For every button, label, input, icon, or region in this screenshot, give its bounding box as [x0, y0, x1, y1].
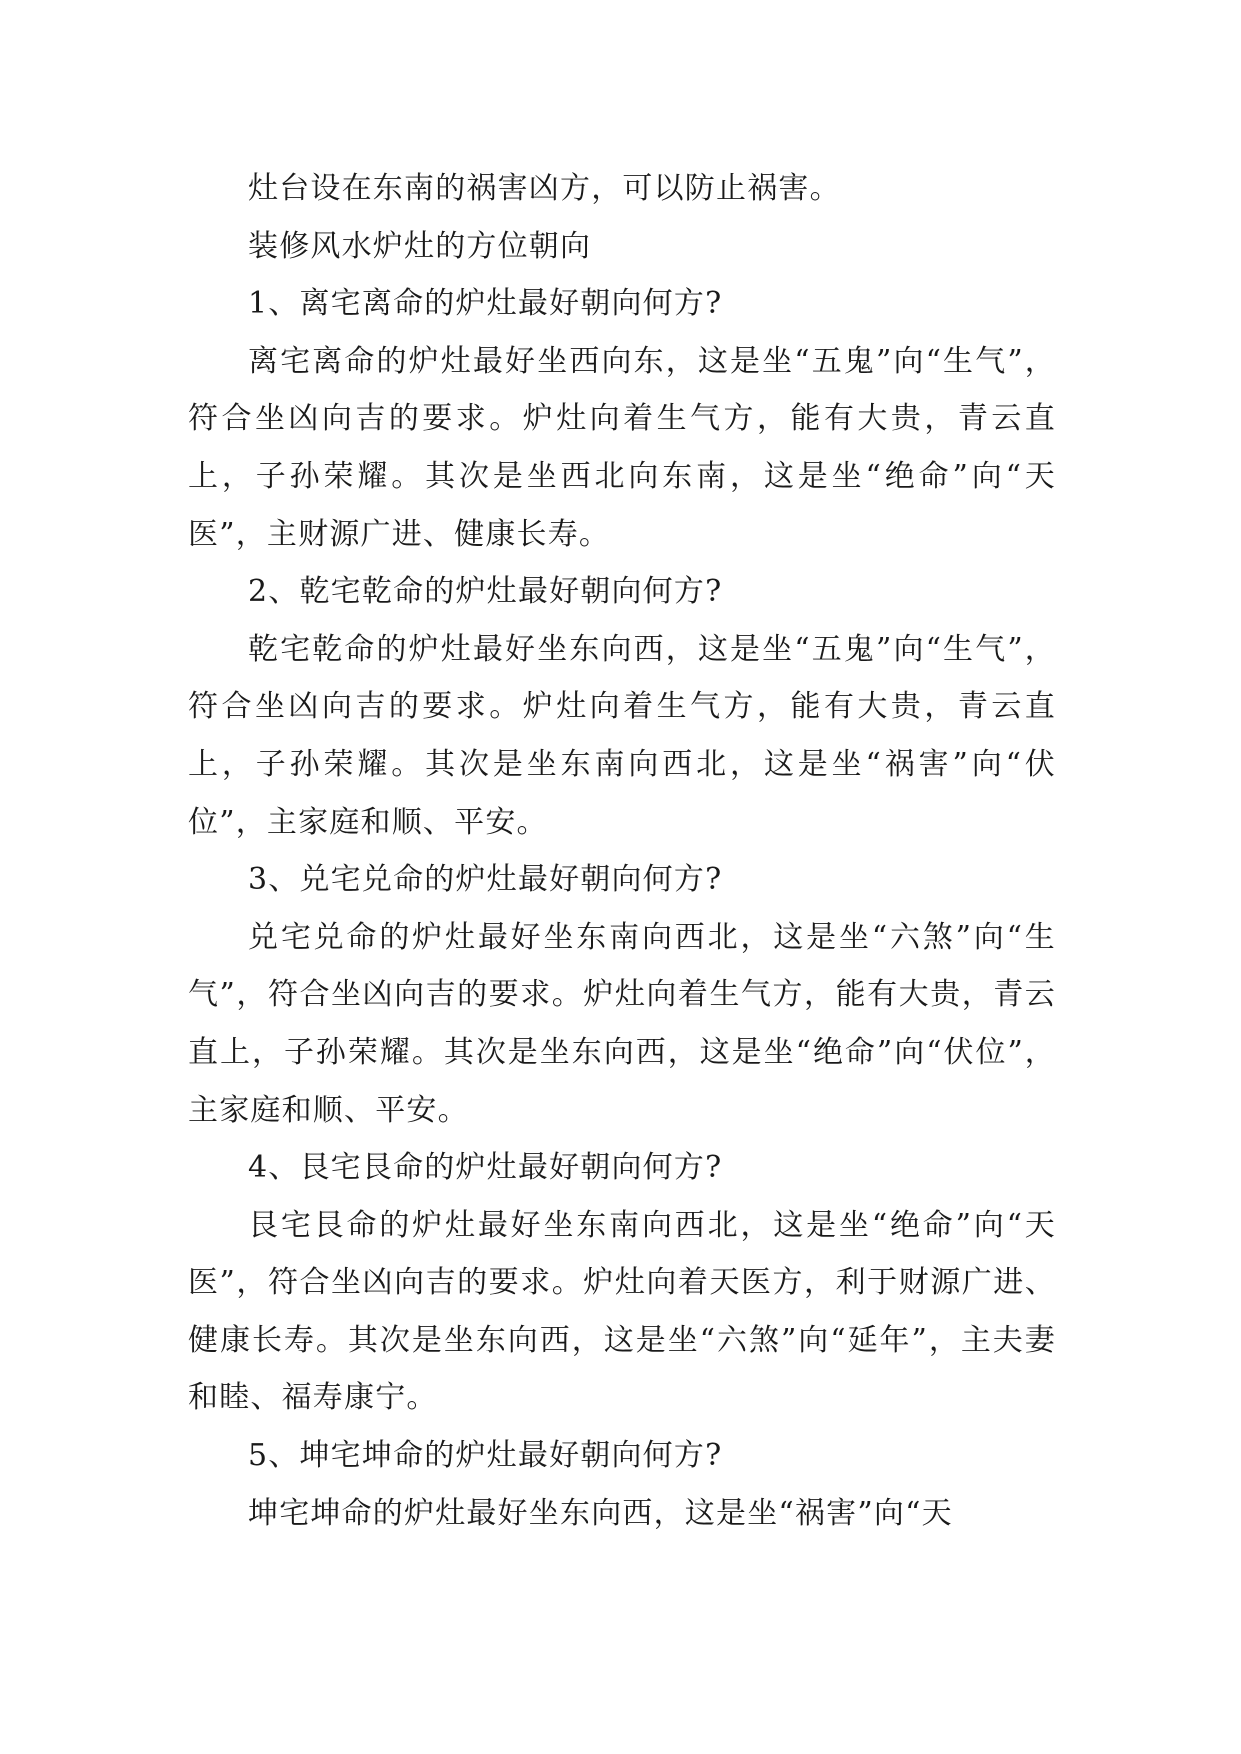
answer-li-house: 离宅离命的炉灶最好坐西向东，这是坐“五鬼”向“生气”，符合坐凶向吉的要求。炉灶向着生气方，能有大贵，青云直上，子孙荣耀。其次是坐西北向东南，这是坐“绝命”向“天医”，主财源广进、健康长寿。 [188, 343, 1056, 552]
section-heading-stove-orientation: 装修风水炉灶的方位朝向 [248, 228, 592, 264]
answer-kun-house: 坤宅坤命的炉灶最好坐东向西，这是坐“祸害”向“天 [248, 1495, 953, 1531]
paragraph-stove-southeast: 灶台设在东南的祸害凶方，可以防止祸害。 [248, 171, 841, 206]
answer-qian-house: 乾宅乾命的炉灶最好坐东向西，这是坐“五鬼”向“生气”，符合坐凶向吉的要求。炉灶向着生气方，能有大贵，青云直上，子孙荣耀。其次是坐东南向西北，这是坐“祸害”向“伏位”，主家庭和顺、平安。 [188, 631, 1056, 840]
answer-gen-house: 艮宅艮命的炉灶最好坐东南向西北，这是坐“绝命”向“天医”，符合坐凶向吉的要求。炉灶向着天医方，利于财源广进、健康长寿。其次是坐东向西，这是坐“六煞”向“延年”，主夫妻和睦、福寿康宁。 [188, 1207, 1056, 1416]
question-qian-house: 2、乾宅乾命的炉灶最好朝向何方? [248, 574, 723, 610]
question-kun-house: 5、坤宅坤命的炉灶最好朝向何方? [248, 1438, 723, 1474]
question-li-house: 1、离宅离命的炉灶最好朝向何方? [248, 286, 723, 322]
document-body [188, 160, 1056, 1542]
question-dui-house: 3、兑宅兑命的炉灶最好朝向何方? [248, 862, 723, 898]
answer-dui-house: 兑宅兑命的炉灶最好坐东南向西北，这是坐“六煞”向“生气”，符合坐凶向吉的要求。炉灶向着生气方，能有大贵，青云直上，子孙荣耀。其次是坐东向西，这是坐“绝命”向“伏位”，主家庭和顺、平安。 [188, 919, 1056, 1128]
question-gen-house: 4、艮宅艮命的炉灶最好朝向何方? [248, 1150, 723, 1186]
